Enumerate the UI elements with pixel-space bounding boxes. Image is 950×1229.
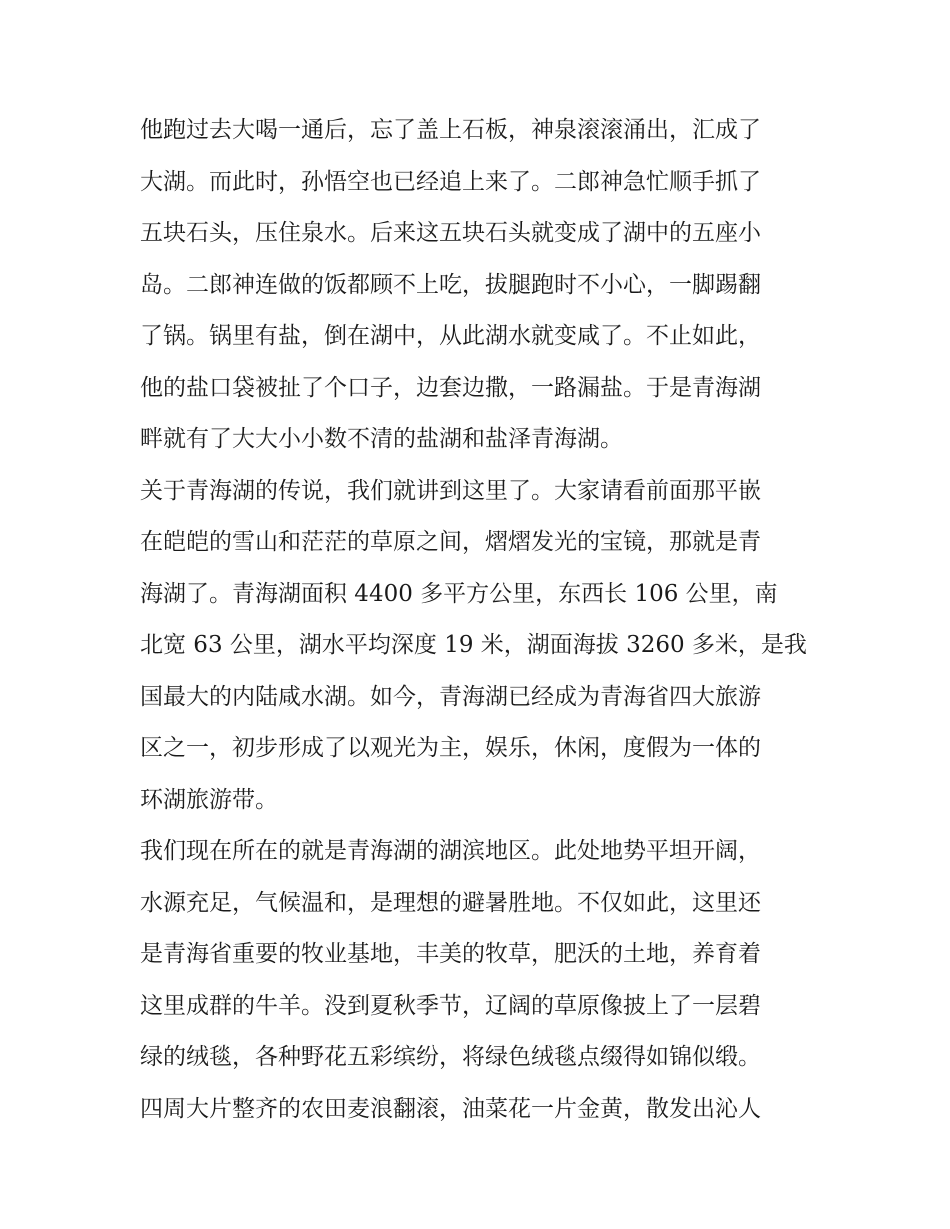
text-line: 他的盐口袋被扯了个口子，边套边撒，一路漏盐。于是青海湖 — [140, 374, 761, 401]
text-line: 岛。二郎神连做的饭都顾不上吃，拔腿跑时不小心，一脚踢翻 — [140, 271, 761, 298]
text-line: 北宽 63 公里，湖水平均深度 19 米，湖面海拔 3260 多米，是我 — [140, 632, 807, 658]
text-line: 大湖。而此时，孙悟空也已经追上来了。二郎神急忙顺手抓了 — [140, 168, 761, 195]
text-line: 环湖旅游带。 — [140, 786, 278, 813]
text-line: 五块石头，压住泉水。后来这五块石头就变成了湖中的五座小 — [140, 220, 761, 246]
text-line: 我们现在所在的就是青海湖的湖滨地区。此处地势平坦开阔， — [140, 838, 761, 864]
text-line: 绿的绒毯，各种野花五彩缤纷，将绿色绒毯点缀得如锦似缎。 — [140, 1044, 761, 1070]
text-line: 畔就有了大大小小数不清的盐湖和盐泽青海湖。 — [140, 426, 623, 452]
text-line: 这里成群的牛羊。没到夏秋季节，辽阔的草原像披上了一层碧 — [140, 992, 761, 1019]
text-line: 海湖了。青海湖面积 4400 多平方公里，东西长 106 公里，南 — [140, 580, 778, 607]
body-text — [140, 105, 820, 1135]
text-line: 四周大片整齐的农田麦浪翻滚，油菜花一片金黄，散发出沁人 — [140, 1095, 761, 1122]
text-line: 国最大的内陆咸水湖。如今，青海湖已经成为青海省四大旅游 — [140, 683, 761, 710]
text-line: 水源充足，气候温和，是理想的避暑胜地。不仅如此，这里还 — [140, 889, 761, 916]
text-line: 关于青海湖的传说，我们就讲到这里了。大家请看前面那平嵌 — [140, 477, 761, 504]
text-line: 区之一，初步形成了以观光为主，娱乐，休闲，度假为一体的 — [140, 735, 761, 761]
text-line: 在皑皑的雪山和茫茫的草原之间，熠熠发光的宝镜，那就是青 — [140, 529, 761, 555]
text-line: 是青海省重要的牧业基地，丰美的牧草，肥沃的土地，养育着 — [140, 941, 761, 967]
text-line: 他跑过去大喝一通后，忘了盖上石板，神泉滚滚涌出，汇成了 — [140, 117, 761, 143]
text-line: 了锅。锅里有盐，倒在湖中，从此湖水就变咸了。不止如此， — [140, 323, 761, 349]
